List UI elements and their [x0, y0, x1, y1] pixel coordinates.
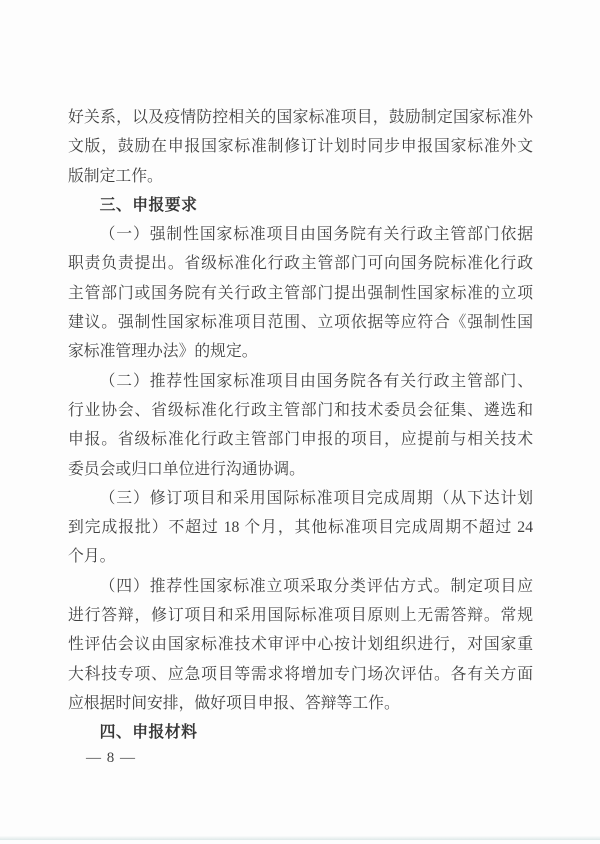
body-text-line: 应根据时间安排，做好项目申报、答辩等工作。 [68, 694, 400, 712]
body-text-line: 委员会或归口单位进行沟通协调。 [68, 460, 305, 478]
body-text-line: 行业协会、省级标准化行政主管部门和技术委员会征集、遴选和 [68, 401, 533, 419]
body-text-line: 建议。强制性国家标准项目范围、立项依据等应符合《强制性国 [68, 314, 533, 332]
body-text-line: 版制定工作。 [68, 167, 163, 185]
body-text-line: 家标准管理办法》的规定。 [68, 343, 258, 361]
body-text-line: 文版，鼓励在申报国家标准制修订计划时同步申报国家标准外文 [68, 138, 533, 156]
section-heading: 三、申报要求 [99, 196, 198, 214]
page-number: — 8 — [86, 750, 136, 766]
document-text-block [68, 103, 533, 748]
body-text-line: 好关系，以及疫情防控相关的国家标准项目，鼓励制定国家标准外 [68, 109, 533, 126]
body-text-line: 主管部门或国务院有关行政主管部门提出强制性国家标准的立项 [68, 284, 533, 302]
body-text-line: 个月。 [68, 548, 116, 566]
body-text-line: （一）强制性国家标准项目由国务院有关行政主管部门依据 [99, 226, 533, 244]
body-text-line: （二）推荐性国家标准项目由国务院各有关行政主管部门、 [99, 372, 533, 390]
section-heading: 四、申报材料 [99, 724, 198, 742]
body-text-line: （三）修订项目和采用国际标准项目完成周期（从下达计划 [99, 489, 533, 507]
body-text-line: 职责负责提出。省级标准化行政主管部门可向国务院标准化行政 [68, 255, 533, 273]
page-bottom-edge-shadow [0, 836, 600, 840]
body-text-line: 进行答辩，修订项目和采用国际标准项目原则上无需答辩。常规 [68, 607, 533, 625]
body-text-line: 到完成报批）不超过 18 个月，其他标准项目完成周期不超过 24 [68, 519, 533, 537]
body-text-line: 性评估会议由国家标准技术审评中心按计划组织进行，对国家重 [68, 636, 533, 654]
body-text-line: （四）推荐性国家标准立项采取分类评估方式。制定项目应 [99, 577, 533, 595]
body-text-line: 申报。省级标准化行政主管部门申报的项目，应提前与相关技术 [68, 431, 533, 449]
body-text-line: 大科技专项、应急项目等需求将增加专门场次评估。各有关方面 [68, 665, 533, 683]
